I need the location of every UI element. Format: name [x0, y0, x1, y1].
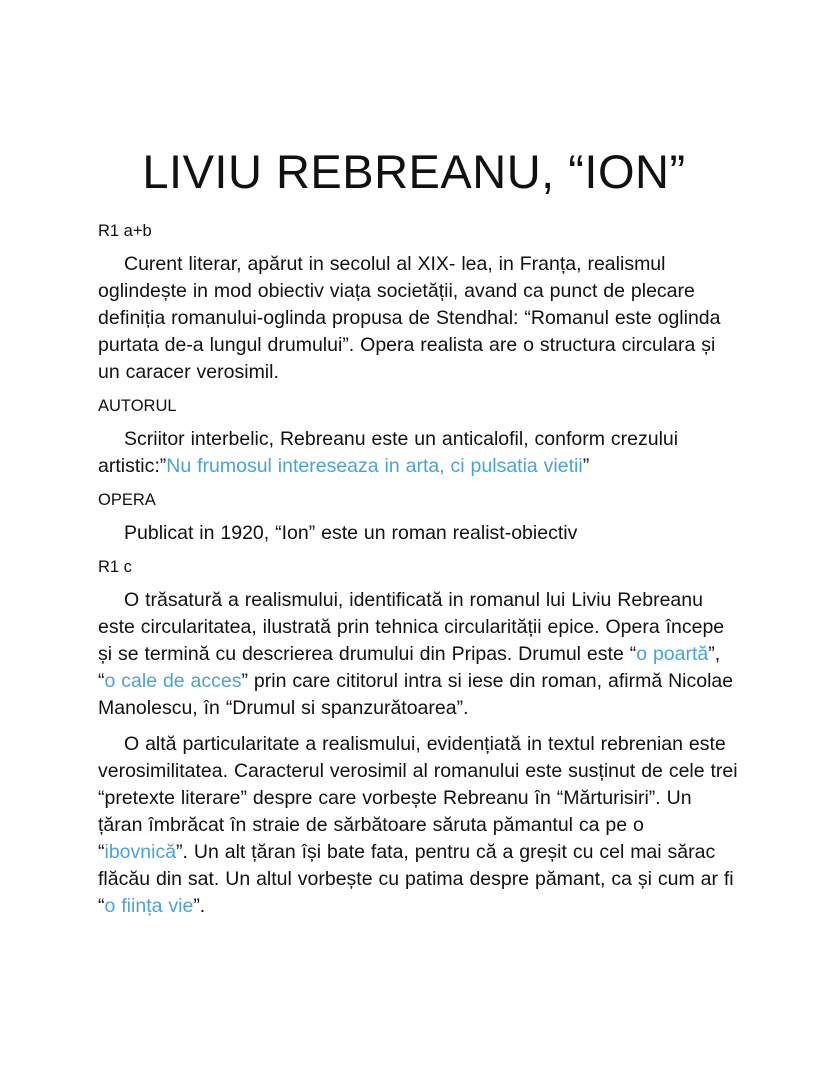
- document-body: [98, 220, 738, 929]
- section-label-autorul: AUTORUL: [98, 397, 177, 415]
- paragraph-verosimilitate: [98, 731, 738, 920]
- section-label-r1ab: R1 a+b: [98, 222, 152, 240]
- circularitate-text-3: ” prin care cititorul intra si iese din roman, afirmă Nicolae Manolescu, în “Drumul si spanzurătoarea”.: [98, 670, 734, 719]
- verosimilitate-text-3: ”.: [193, 895, 206, 917]
- circularitate-text-2: ”, “: [98, 643, 721, 692]
- autorul-text-end: ”: [582, 455, 590, 477]
- paragraph-circularitate: [98, 587, 738, 722]
- autorul-quote: Nu frumosul intereseaza in arta, ci pulsatia vietii: [166, 455, 583, 477]
- verosimilitate-text-1: O altă particularitate a realismului, evidențiată in textul rebrenian este verosimilitatea. Caracterul verosimil al romanului este susținut de cele trei “pretexte literare” despre care vorbește Rebreanu în “Mărturisiri”. Un țăran îmbrăcat în straie de sărbătoare săruta pămantul ca pe o “: [98, 733, 738, 863]
- verosimilitate-quote-2: o ființa vie: [104, 895, 194, 917]
- paragraph-realism-intro: Curent literar, apărut in secolul al XIX- lea, in Franța, realismul oglindește in mod obiectiv viața societății, avand ca punct de plecare definiția romanului-oglinda propusa de Stendhal: “Romanul este oglinda purtata de-a lungul drumului”. Opera realista are o structura circulara și un caracer verosimil.: [98, 253, 721, 383]
- autorul-text: Scriitor interbelic, Rebreanu este un anticalofil, conform crezului artistic:”: [98, 428, 679, 477]
- circularitate-text-1: O trăsatură a realismului, identificată in romanul lui Liviu Rebreanu este circularitatea, ilustrată prin tehnica circularității epice. Opera începe și se termină cu descrierea drumului din Pripas. Drumul este “: [98, 589, 725, 665]
- verosimilitate-text-2: ”. Un alt țăran își bate fata, pentru că a greșit cu cel mai sărac flăcău din sat. Un altul vorbește cu patima despre pămant, ca și cum ar fi “: [98, 841, 734, 917]
- section-label-r1c: R1 c: [98, 558, 132, 576]
- document-title: LIVIU REBREANU, “ION”: [142, 145, 686, 198]
- circularitate-quote-1: o poartă: [636, 643, 709, 665]
- circularitate-quote-2: o cale de acces: [104, 670, 242, 692]
- verosimilitate-quote-1: ibovnică: [104, 841, 177, 863]
- paragraph-opera: Publicat in 1920, “Ion” este un roman realist-obiectiv: [124, 522, 578, 544]
- paragraph-autorul: [98, 426, 738, 480]
- section-label-opera: OPERA: [98, 491, 156, 509]
